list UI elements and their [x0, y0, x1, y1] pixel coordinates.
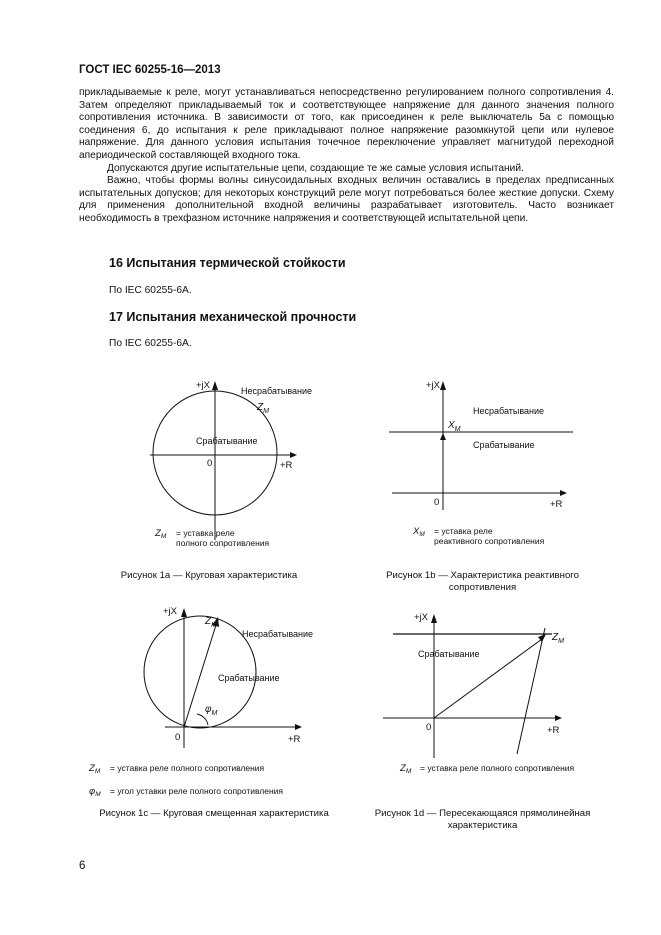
- legend-line-1: = уставка реле: [176, 528, 235, 538]
- no-trip-label: Несрабатывание: [242, 629, 314, 639]
- trip-label: Срабатывание: [196, 436, 258, 446]
- no-trip-label: Несрабатывание: [241, 386, 313, 396]
- figure-1a-caption: Рисунок 1а — Круговая характеристика: [120, 570, 298, 581]
- origin-label: 0: [207, 458, 213, 469]
- trip-label: Срабатывание: [418, 649, 480, 659]
- trip-label: Срабатывание: [473, 440, 535, 450]
- paragraph-2: Допускаются другие испытательные цепи, создающие те же самые условия испытаний.: [107, 162, 524, 174]
- section-17-title: 17 Испытания механической прочности: [109, 310, 357, 324]
- legend-text: = уставка реле полного сопротивления: [420, 763, 575, 773]
- zm-label: $Z_M$: [205, 616, 217, 629]
- r-axis-label: +R: [288, 734, 301, 745]
- legend-line-1: = уставка реле: [434, 526, 493, 536]
- jx-axis-arrow: [431, 614, 437, 623]
- jx-axis-label: +jX: [196, 380, 210, 391]
- paragraph-3: Важно, чтобы формы волны синусоидальных входных величин оставались в пределах предписанных испытательных допусков; для некоторых конструкций реле могут потребоваться более жесткие допуски. Схему для применения дополнительной входной величины разрабатывает изготовитель. Часто возникает необходимость в трехфазном источнике напряжения и соответствующей испытательной цепи.: [79, 175, 614, 224]
- legend-b-text: = угол уставки реле полного сопротивления: [110, 786, 284, 796]
- figure-1d-caption: [360, 808, 605, 832]
- r-axis-label: +R: [280, 460, 293, 471]
- figure-1b-caption-line-2: сопротивления: [448, 582, 517, 593]
- origin-label: 0: [426, 722, 432, 733]
- paragraph-1: прикладываемые к реле, могут устанавливаться непосредственно регулированием полного сопротивления 4. Затем определяют прикладываемый ток и соответствующее напряжение для данного значения полного сопротивления источника. В зависимости от того, как присоединен к реле выключатель 5а с помощью соединения 6, до испытания к реле прикладывают полное напряжение разомкнутой цепи или нулевое напряжение. Для данного условия испытания точечное переключение управляет магнитудой переходной апериодической составляющей входного тока.: [79, 87, 614, 161]
- trip-label: Срабатывание: [218, 673, 280, 683]
- figure-1b-caption-line-1: Рисунок 1b — Характеристика реактивного: [386, 570, 579, 581]
- page-number: 6: [79, 860, 86, 872]
- r-axis-arrow: [555, 715, 562, 721]
- figure-1d-caption-line-2: характеристика: [447, 820, 518, 831]
- r-axis-label: +R: [550, 499, 563, 510]
- section-16-title: 16 Испытания термической стойкости: [109, 256, 346, 270]
- legend-line-2: реактивного сопротивления: [434, 536, 545, 546]
- legend-b-symbol: $\varphi_M$: [89, 786, 101, 798]
- section-16-reference: По IEC 60255-6A.: [109, 285, 192, 296]
- xm-label: $X_M$: [448, 420, 461, 433]
- document-header: ГОСТ IEC 60255-16—2013: [79, 64, 221, 76]
- origin-label: 0: [434, 497, 440, 508]
- figure-1d-caption-line-1: Рисунок 1d — Пересекающаяся прямолинейная: [374, 808, 591, 819]
- figure-1c-caption: Рисунок 1с — Круговая смещенная характеристика: [99, 808, 329, 819]
- zm-label: $Z_M$: [552, 632, 564, 645]
- r-axis-label: +R: [547, 725, 560, 736]
- section-17-reference: По IEC 60255-6A.: [109, 338, 192, 349]
- legend-line-2: полного сопротивления: [176, 538, 270, 548]
- jx-axis-label: +jX: [414, 612, 428, 623]
- legend-symbol: $Z_M$: [400, 763, 412, 775]
- jx-axis-label: +jX: [426, 380, 440, 391]
- legend-a-symbol: $Z_M$: [89, 763, 101, 775]
- phi-label: $\varphi_M$: [205, 704, 218, 717]
- origin-label: 0: [175, 732, 181, 743]
- legend-symbol: $X_M$: [413, 526, 425, 538]
- legend-a-text: = уставка реле полного сопротивления: [110, 763, 265, 773]
- legend-symbol: $Z_M$: [155, 528, 167, 540]
- zm-label: $Z_M$: [257, 402, 269, 415]
- jx-axis-label: +jX: [163, 606, 177, 617]
- no-trip-label: Несрабатывание: [473, 406, 545, 416]
